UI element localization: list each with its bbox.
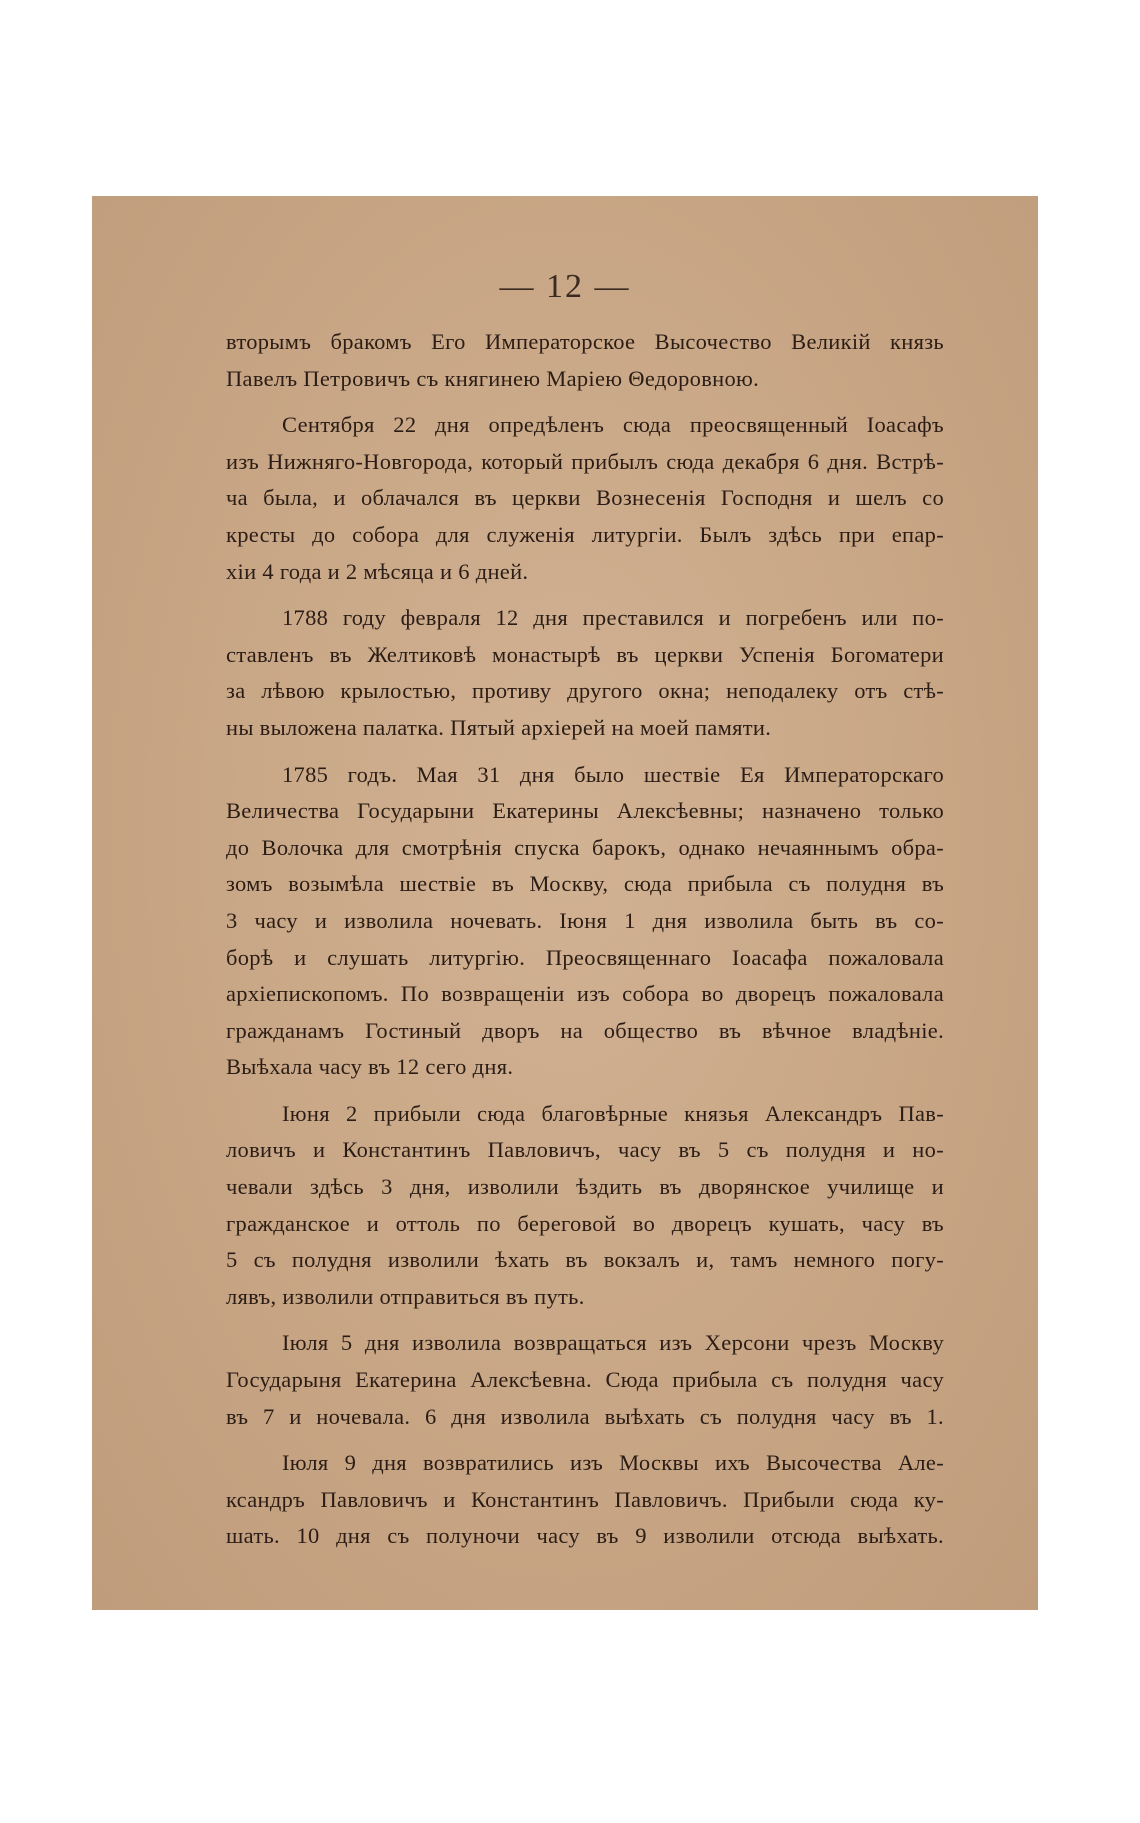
paragraph-4 <box>226 757 944 1086</box>
text-line: ны выложена палатка. Пятый архіерей на моей памяти. <box>226 714 772 740</box>
text-line: борѣ и слушать литургію. Преосвященнаго Іоасафа пожаловала <box>226 944 944 970</box>
text-line: архіепископомъ. По возвращеніи изъ собора во дворецъ пожаловала <box>226 981 944 1007</box>
paragraph-3 <box>226 600 944 746</box>
text-line: Государыня Екатерина Алексѣевна. Сюда прибыла съ полудня часу <box>226 1367 944 1393</box>
text-line: въ 7 и ночевала. 6 дня изволила выѣхать съ полудня часу въ 1. <box>226 1403 944 1429</box>
text-line: 1788 году февраля 12 дня преставился и погребенъ или по- <box>282 605 944 631</box>
text-line: 5 съ полудня изволили ѣхать въ вокзалъ и, тамъ немного погу- <box>226 1247 944 1273</box>
text-line: Выѣхала часу въ 12 сего дня. <box>226 1054 514 1080</box>
text-line: за лѣвою крылостью, противу другого окна; неподалеку отъ стѣ- <box>226 678 944 704</box>
text-line: хіи 4 года и 2 мѣсяца и 6 дней. <box>226 558 529 584</box>
text-line: вторымъ бракомъ Его Императорское Высочество Великій князь <box>226 329 944 354</box>
text-line: Павелъ Петровичъ съ княгинею Маріею Θедоровною. <box>226 365 760 391</box>
page-text <box>226 324 944 1565</box>
text-line: Іюня 2 прибыли сюда благовѣрные князья Александръ Пав- <box>282 1100 944 1126</box>
text-line: гражданское и оттоль по береговой во дворецъ кушать, часу въ <box>226 1210 944 1236</box>
text-line: ксандръ Павловичъ и Константинъ Павловичъ. Прибыли сюда ку- <box>226 1486 944 1512</box>
paragraph-6 <box>226 1325 944 1435</box>
paragraph-7 <box>226 1445 944 1555</box>
paragraph-5 <box>226 1096 944 1316</box>
text-line: кресты до собора для служенія литургіи. Былъ здѣсь при епар- <box>226 521 944 547</box>
page-number: — 12 — <box>499 268 631 305</box>
text-line: Іюля 9 дня возвратились изъ Москвы ихъ Высочества Але- <box>282 1450 944 1476</box>
text-line: изъ Нижняго-Новгорода, который прибылъ сюда декабря 6 дня. Встрѣ- <box>226 448 944 474</box>
text-line: 1785 годъ. Мая 31 дня было шествіе Ея Императорскаго <box>282 761 944 787</box>
text-line: гражданамъ Гостиный дворъ на общество въ вѣчное владѣніе. <box>226 1017 944 1043</box>
text-line: чевали здѣсь 3 дня, изволили ѣздить въ дворянское училище и <box>226 1174 944 1200</box>
text-line: лявъ, изволили отправиться въ путь. <box>226 1283 585 1309</box>
paragraph-2 <box>226 407 944 590</box>
text-line: до Волочка для смотрѣнія спуска барокъ, однако нечаяннымъ обра- <box>226 834 944 860</box>
text-line: шать. 10 дня съ полуночи часу въ 9 изволили отсюда выѣхать. <box>226 1523 944 1549</box>
text-line: зомъ возымѣла шествіе въ Москву, сюда прибыла съ полудня въ <box>226 871 944 897</box>
text-line: ловичъ и Константинъ Павловичъ, часу въ 5 съ полудня и но- <box>226 1137 944 1163</box>
text-line: Величества Государыни Екатерины Алексѣевны; назначено только <box>226 798 944 824</box>
text-line: 3 часу и изволила ночевать. Іюня 1 дня изволила быть въ со- <box>226 907 944 933</box>
paragraph-1 <box>226 324 944 397</box>
text-line: ставленъ въ Желтиковѣ монастырѣ въ церкви Успенія Богоматери <box>226 641 944 667</box>
text-line: Сентября 22 дня опредѣленъ сюда преосвященный Іоасафъ <box>282 412 944 438</box>
book-page <box>92 196 1038 1610</box>
text-line: ча была, и облачался въ церкви Вознесенія Господня и шелъ со <box>226 485 944 511</box>
text-line: Іюля 5 дня изволила возвращаться изъ Херсони чрезъ Москву <box>282 1330 944 1356</box>
